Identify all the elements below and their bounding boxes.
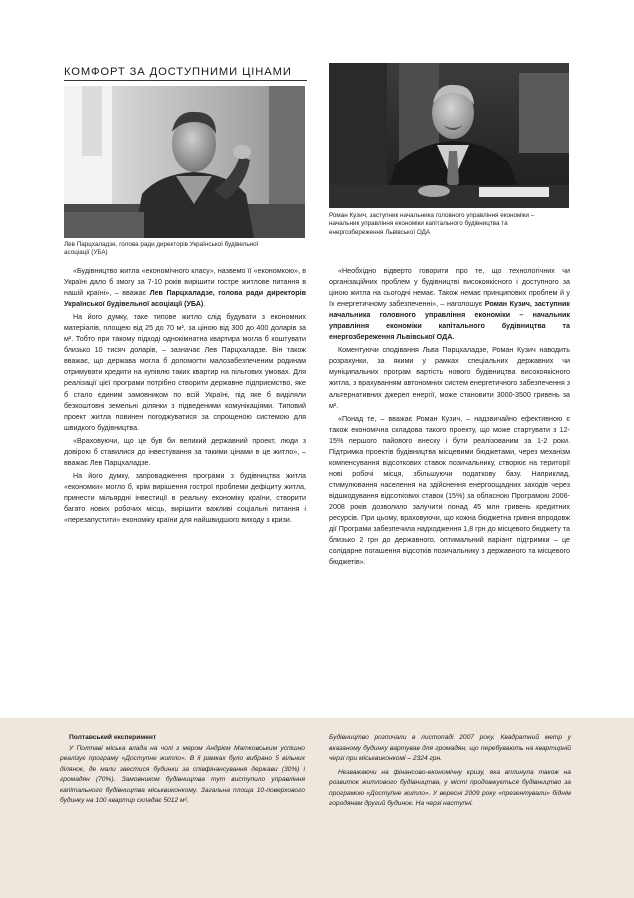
paragraph — [64, 266, 306, 310]
quote-attribution: Роман Кузич, заступник начальника головного управління економіки – начальник управління економіки капітального будівництва та енергозбереження Львівської ОДА. — [329, 300, 571, 342]
sidebar-heading: Полтавський експеримент — [69, 734, 157, 741]
sidebar-left-column — [60, 733, 305, 807]
photo-caption-right: Роман Кузич, заступник начальника головного управління економіки – начальник управління економіки капітального будівництва та енергозбереження Львівської ОДА — [329, 212, 535, 236]
paragraph: «Понад те, – вважає Роман Кузич, – надзвичайно ефективною є також економічна складова такого проекту, що може стартувати з 12-15% першого пайового внеску і бути реалізованим за 1-2 роки. Підтримка проектів будівництва місцевими бюджетами, через механізм компенсування відсоткових ставок позичальнику, створює на території нові робочі місця, збільшуючи податкову базу. Наприклад, стимулювання населення на здійснення енергоощадних заходів через відшкодування відсоткових ставок (15%) за обласною Програмою 2006-2008 років дозволило залучити понад 45 млн гривень кредитних ресурсів. При цьому, враховуючи, що кожна бюджетна гривня впродовж дії Програми забезпечила надходження 1,8 грн до місцевого бюджету та близько 2 грн до державного, оптимальний варіант підтримки – це солідарне погашення відсотків позичальнику з державного та місцевого бюджетів». — [329, 414, 570, 567]
quote-attribution: Лев Парцхаладзе, голова ради директорів Української будівельної асоціації (УБА) — [64, 289, 306, 309]
paragraph: На його думку, запровадження програми з будівництва житла «економки» могло б, крім вирішення гострої проблеми дефіциту житла, принести мільярдні інвестиції в реальну економіку країни, створити багато нових робочих місць, вирішити важливі соціальні питання і «перезапустити» економіку країни для найшвидшого виходу з кризи. — [64, 471, 306, 525]
paragraph — [329, 266, 570, 343]
title-rule — [64, 80, 307, 81]
paragraph: «Враховуючи, що це був би великий державний проект, люди з довірою б ставилися до інвестування за такими цінами в це житло», – вважає Лев Парцхаладзе. — [64, 436, 306, 467]
sidebar-paragraph: У Полтаві міська влада на чолі з мером Андрієм Матковським успішно реалізує програму «Доступне житло». В її рамках було вибрано 5 вільних ділянок, де мали звестися будинки за співфінансування держави (30%) і громадян (70%). Замовником будівництва тут виступило управління капітального будівництва міськвиконкому. Загальна площа 10-поверхового будинку на 100 квартир складає 5012 м². — [60, 744, 305, 804]
paragraph: На його думку, таке типове житло слід будувати з економних матеріалів, площею від 25 до 70 м², за ціною від 300 до 400 доларів за м². Тобто при такому підході однокімнатна квартира могла б коштувати близько 10 тисяч доларів, – зазначає Лев Парцхаладзе. Він також вважає, що держава могла б допомогти малозабезпеченим родинам отримувати кредити на купівлю таких квартир на пільгових умовах. Для реалізації цієї програми потрібно створити державне підприємство, яке б стало єдиним замовником по всій Україні, під яке б виділяли безкоштовні земельні ділянки з підведеними комунікаціями. Типовий проект житла повинен погоджуватися за спрощеною системою для швидкого будівництва. — [64, 313, 306, 432]
sidebar-paragraph: Будівництво розпочали в листопаді 2007 року. Квадратний метр у вказаному будинку вартував для громадян, що перебувають на квартирній черзі при міськвиконкомі – 2324 грн. — [329, 734, 571, 762]
sidebar-right-column — [329, 733, 571, 810]
sidebar-paragraph: Незважаючи на фінансово-економічну кризу, яка вплинула також на розвиток житлового будівництва, у місті продовжується будівництво за програмою «Доступне житло». У вересні 2009 року «презентували» біднім городянам другий будинок. На черзі наступні. — [329, 768, 571, 807]
photo-caption-left: Лев Парцхаладзе, голова ради директорів Української будівельної асоціації (УБА) — [64, 241, 259, 257]
article-title: КОМФОРТ ЗА ДОСТУПНИМИ ЦІНАМИ — [64, 66, 292, 78]
paragraph-text: «Будівництво житла «економічного класу», назвемо її «економкою», в Україні дало б змогу за 7-10 років вирішити гостре житлове питання в нашій країні», – вважає — [64, 267, 306, 298]
photo-kuzych — [329, 63, 569, 208]
photo-partskhaladze — [64, 86, 305, 238]
paragraph-end: . — [203, 300, 206, 309]
paragraph-text: «Необхідно відверто говорити про те, що технологічних чи організаційних проблем у будівництві високоякісного і доступного за ціною житла на сьогодні немає. Також немає принципових проблем й у їх енергетичному забезпеченні», – наголошує — [329, 267, 570, 309]
article-left-column — [64, 266, 306, 526]
article-right-column — [329, 266, 570, 568]
paragraph: Коментуючи сподівання Льва Парцхаладзе, Роман Кузич наводить розрахунки, за якими у рамках спеціальних державних чи муніципальних програм вартість нового будівництва високоякісного житла, з врахуванням автономних систем енергетичного забезпечення з альтернативних джерел енергії, може становити 3000-3500 гривень за м². — [329, 346, 570, 410]
